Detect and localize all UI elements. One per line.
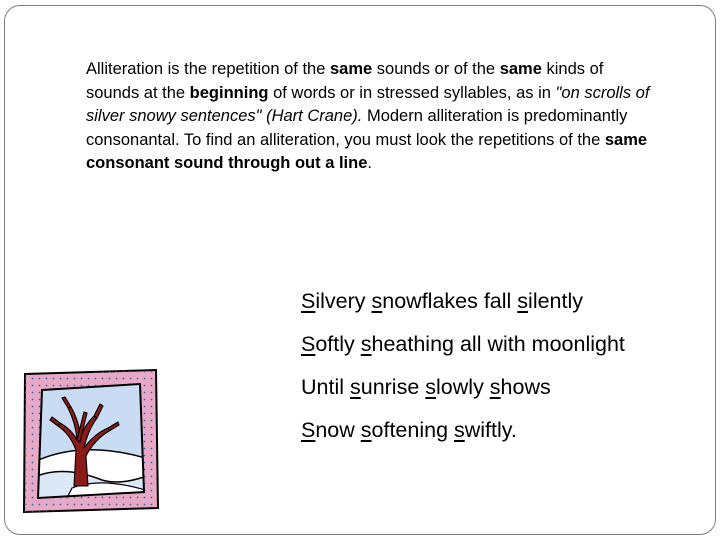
definition-quote: "on scrolls of silver snowy sentences" (Hart Crane). — [86, 83, 650, 125]
definition-text: kinds of sounds at the — [86, 60, 604, 102]
poem-text: wiftly. — [464, 418, 517, 442]
poem-text: unrise — [360, 375, 426, 399]
alliterative-letter: s — [360, 332, 372, 356]
definition-text: Modern alliteration is predominantly consonantal. To find an alliteration, you must look the repetitions of the — [86, 107, 628, 149]
definition-bold-same: same — [329, 60, 373, 78]
alliterative-letter: S — [301, 289, 316, 313]
definition-text: sounds or of the — [372, 60, 500, 78]
poem-text: oftly — [315, 332, 361, 356]
alliterative-letter: S — [301, 418, 316, 442]
definition-bold-beginning: beginning — [189, 83, 269, 102]
poem-text: lowly — [436, 375, 490, 399]
poem-text: now — [315, 418, 361, 442]
poem-line-3 — [301, 371, 701, 414]
poem-text: Until — [301, 375, 350, 399]
poem-text: oftening — [371, 418, 454, 442]
alliterative-letter: s — [360, 418, 372, 442]
alliterative-letter: s — [349, 375, 361, 399]
poem-line-2 — [301, 328, 701, 371]
poem-text: ilently — [528, 289, 584, 313]
alliterative-letter: S — [301, 332, 316, 356]
poem-text: ilvery — [315, 289, 372, 313]
poem-line-1 — [301, 285, 701, 328]
definition-text: of words or in stressed syllables, as in — [268, 83, 556, 102]
poem-text: nowflakes fall — [382, 289, 518, 313]
poem-line-4 — [301, 414, 701, 457]
definition-bold-consonant: same consonant sound through out a line — [86, 130, 648, 172]
alliterative-letter: s — [454, 418, 465, 442]
alliterative-letter: s — [489, 375, 501, 399]
definition-text: . — [367, 154, 372, 172]
poem-text: hows — [500, 375, 551, 399]
winter-tree-clipart — [22, 368, 160, 514]
alliterative-letter: s — [425, 375, 437, 399]
alliteration-definition — [86, 58, 661, 176]
poem-text: heathing all with moonlight — [371, 332, 625, 356]
poem — [301, 285, 701, 457]
definition-text: Alliteration is the repetition of the — [86, 60, 330, 78]
alliterative-letter: s — [517, 289, 529, 313]
alliterative-letter: s — [371, 289, 383, 313]
definition-bold-same: same — [499, 60, 542, 78]
